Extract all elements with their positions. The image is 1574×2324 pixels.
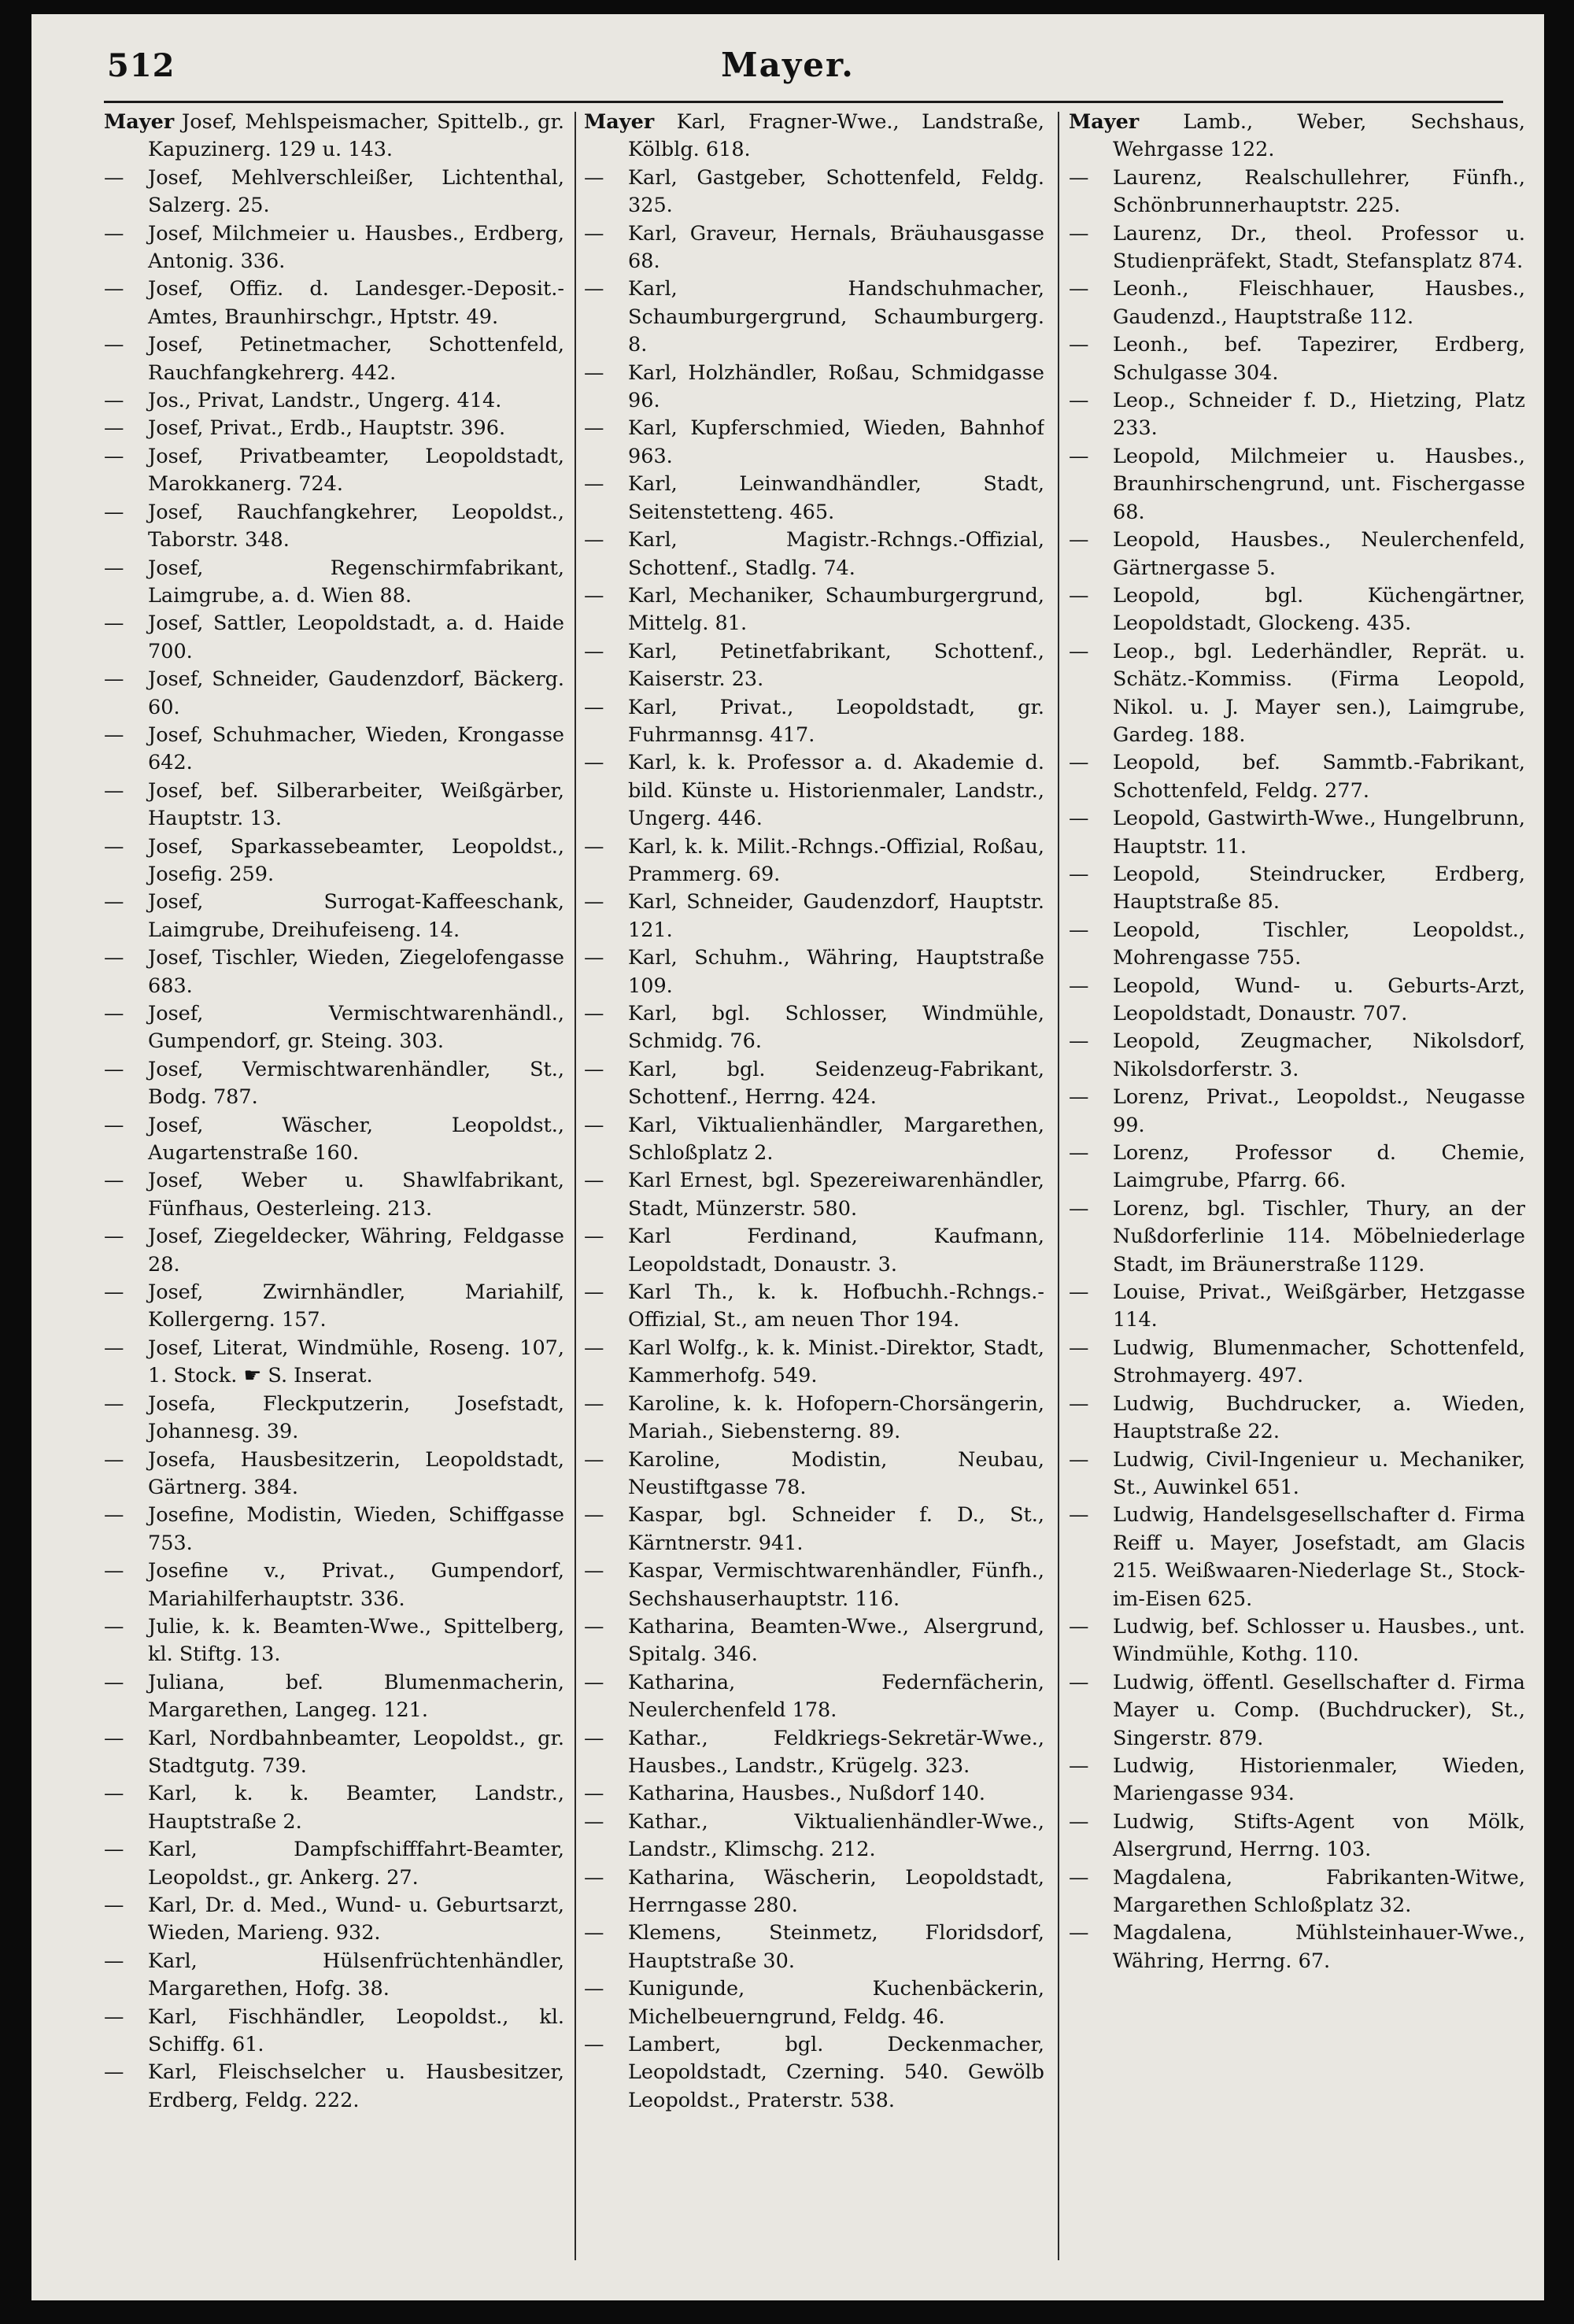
directory-entry: — Ludwig, Handelsgesellschafter d. Firma Reiff u. Mayer, Josefstadt, am Glacis 215. Weißwaaren-Niederlage St., Stock-im-Eisen 625.	[1069, 1503, 1525, 1611]
entry-text: Karl, Petinetfabrikant, Schottenf., Kaiserstr. 23.	[628, 639, 1044, 692]
entry-text: Karl Wolfg., k. k. Minist.-Direktor, Stadt, Kammerhofg. 549.	[628, 1336, 1044, 1388]
entry-text: Karl, Fischhändler, Leopoldst., kl. Schiffg. 61.	[148, 2004, 564, 2057]
directory-entry: — Karl, Kupferschmied, Wieden, Bahnhof 963.	[584, 416, 1044, 468]
directory-entry: — Josefa, Hausbesitzerin, Leopoldstadt, Gärtnerg. 384.	[104, 1447, 564, 1499]
directory-entry: — Ludwig, Buchdrucker, a. Wieden, Hauptstraße 22.	[1069, 1391, 1525, 1444]
entry-text: Lamb., Weber, Sechshaus, Wehrgasse 122.	[1113, 110, 1525, 162]
directory-entry: — Katharina, Federnfächerin, Neulerchenfeld 178.	[584, 1670, 1044, 1723]
directory-entry: — Karl Ernest, bgl. Spezereiwarenhändler, Stadt, Münzerstr. 580.	[584, 1169, 1044, 1221]
entry-text: Josef, Wäscher, Leopoldst., Augartenstraße 160.	[148, 1113, 564, 1166]
directory-entry: — Lorenz, bgl. Tischler, Thury, an der Nußdorferlinie 114. Möbelniederlage Stadt, im Bräunerstraße 1129.	[1069, 1196, 1525, 1277]
directory-entry: — Ludwig, Blumenmacher, Schottenfeld, Strohmayerg. 497.	[1069, 1336, 1525, 1388]
entry-text: Josefine, Modistin, Wieden, Schiffgasse 753.	[148, 1503, 564, 1555]
entry-text: Juliana, bef. Blumenmacherin, Margarethen, Langeg. 121.	[148, 1670, 564, 1723]
entry-text: Josef, Surrogat-Kaffeeschank, Laimgrube, Dreihufeiseng. 14.	[148, 890, 564, 942]
entry-text: Ludwig, bef. Schlosser u. Hausbes., unt. Windmühle, Kothg. 110.	[1113, 1614, 1525, 1667]
entry-text: Josef, Sparkassebeamter, Leopoldst., Josefig. 259.	[148, 834, 564, 886]
directory-entry: — Leopold, Gastwirth-Wwe., Hungelbrunn, Hauptstr. 11.	[1069, 807, 1525, 859]
directory-entry: — Karl, Magistr.-Rchngs.-Offizial, Schottenf., Stadlg. 74.	[584, 528, 1044, 580]
entry-text: Josef, Privat., Erdb., Hauptstr. 396.	[148, 416, 506, 441]
directory-entry: — Josef, Sparkassebeamter, Leopoldst., Josefig. 259.	[104, 834, 564, 886]
directory-entry: — Ludwig, Stifts-Agent von Mölk, Alsergrund, Herrng. 103.	[1069, 1809, 1525, 1862]
directory-entry: — Karl Wolfg., k. k. Minist.-Direktor, Stadt, Kammerhofg. 549.	[584, 1336, 1044, 1388]
directory-entry: — Kaspar, bgl. Schneider f. D., St., Kärntnerstr. 941.	[584, 1503, 1044, 1555]
directory-entry: — Josef, Offiz. d. Landesger.-Deposit.-Amtes, Braunhirschgr., Hptstr. 49.	[104, 277, 564, 329]
running-head: Mayer.	[721, 46, 855, 84]
entry-text: Lorenz, bgl. Tischler, Thury, an der Nußdorferlinie 114. Möbelniederlage Stadt, im Bräunerstraße 1129.	[1113, 1196, 1525, 1277]
directory-entry: — Josef, Weber u. Shawlfabrikant, Fünfhaus, Oesterleing. 213.	[104, 1169, 564, 1221]
entry-text: Ludwig, öffentl. Gesellschafter d. Firma Mayer u. Comp. (Buchdrucker), St., Singerstr. 879.	[1113, 1670, 1525, 1750]
entry-text: Karl, Graveur, Hernals, Bräuhausgasse 68.	[628, 221, 1044, 274]
entry-text: Leopold, Gastwirth-Wwe., Hungelbrunn, Hauptstr. 11.	[1113, 807, 1525, 859]
directory-entry: — Kunigunde, Kuchenbäckerin, Michelbeuerngrund, Feldg. 46.	[584, 1977, 1044, 2029]
entry-text: Leop., bgl. Lederhändler, Reprät. u. Schätz.-Kommiss. (Firma Leopold, Nikol. u. J. Mayer sen.), Laimgrube, Gardeg. 188.	[1113, 639, 1525, 747]
directory-entry: — Josefa, Fleckputzerin, Josefstadt, Johannesg. 39.	[104, 1391, 564, 1444]
directory-entry: — Karl, bgl. Schlosser, Windmühle, Schmidg. 76.	[584, 1002, 1044, 1054]
entry-text: Karl, Schneider, Gaudenzdorf, Hauptstr. 121.	[628, 890, 1044, 942]
entry-text: Louise, Privat., Weißgärber, Hetzgasse 114.	[1113, 1280, 1525, 1332]
directory-entry: — Josefine v., Privat., Gumpendorf, Mariahilferhauptstr. 336.	[104, 1559, 564, 1611]
entry-text: Leopold, Tischler, Leopoldst., Mohrengasse 755.	[1113, 918, 1525, 970]
entry-text: Josefine v., Privat., Gumpendorf, Mariahilferhauptstr. 336.	[148, 1559, 564, 1611]
directory-entry: — Josef, Literat, Windmühle, Roseng. 107, 1. Stock. ☛ S. Inserat.	[104, 1336, 564, 1388]
directory-entry: — Josef, Vermischtwarenhändler, St., Bodg. 787.	[104, 1057, 564, 1110]
directory-entry: — Karl, Viktualienhändler, Margarethen, Schloßplatz 2.	[584, 1113, 1044, 1166]
entry-text: Katharina, Beamten-Wwe., Alsergrund, Spitalg. 346.	[628, 1614, 1044, 1667]
directory-entry: — Ludwig, öffentl. Gesellschafter d. Firma Mayer u. Comp. (Buchdrucker), St., Singerstr. 879.	[1069, 1670, 1525, 1750]
entry-text: Julie, k. k. Beamten-Wwe., Spittelberg, kl. Stiftg. 13.	[148, 1614, 564, 1667]
directory-entry: — Kaspar, Vermischtwarenhändler, Fünfh., Sechshauserhauptstr. 116.	[584, 1559, 1044, 1611]
directory-entry: — Josef, Milchmeier u. Hausbes., Erdberg, Antonig. 336.	[104, 221, 564, 274]
directory-entry: — Leop., Schneider f. D., Hietzing, Platz 233.	[1069, 389, 1525, 441]
entry-text: Magdalena, Mühlsteinhauer-Wwe., Währing, Herrng. 67.	[1113, 1921, 1525, 1973]
directory-entry: — Josef, Regenschirmfabrikant, Laimgrube, a. d. Wien 88.	[104, 556, 564, 608]
entry-text: Karl, Hülsenfrüchtenhändler, Margarethen, Hofg. 38.	[148, 1949, 564, 2001]
column-3	[1069, 109, 1525, 2265]
entry-text: Karl, Gastgeber, Schottenfeld, Feldg. 325.	[628, 165, 1044, 218]
directory-entry: — Karoline, k. k. Hofopern-Chorsängerin, Mariah., Siebensterng. 89.	[584, 1391, 1044, 1444]
entry-text: Josef, Sattler, Leopoldstadt, a. d. Haide 700.	[148, 611, 564, 663]
column-head-word: Mayer	[1069, 110, 1140, 134]
directory-entry: — Leopold, Zeugmacher, Nikolsdorf, Nikolsdorferstr. 3.	[1069, 1029, 1525, 1081]
directory-entry: — Karl, Dampfschifffahrt-Beamter, Leopoldst., gr. Ankerg. 27.	[104, 1838, 564, 1890]
entry-text: Karl Th., k. k. Hofbuchh.-Rchngs.-Offizial, St., am neuen Thor 194.	[628, 1280, 1044, 1332]
entry-text: Josef, Mehlspeismacher, Spittelb., gr. Kapuzinerg. 129 u. 143.	[148, 110, 564, 162]
directory-entry: — Karl, bgl. Seidenzeug-Fabrikant, Schottenf., Herrng. 424.	[584, 1057, 1044, 1110]
directory-entry: — Leonh., bef. Tapezirer, Erdberg, Schulgasse 304.	[1069, 333, 1525, 385]
directory-entry: — Josef, Vermischtwarenhändl., Gumpendorf, gr. Steing. 303.	[104, 1002, 564, 1054]
entry-text: Josef, Rauchfangkehrer, Leopoldst., Taborstr. 348.	[148, 500, 564, 552]
directory-entry: — Karl, Dr. d. Med., Wund- u. Geburtsarzt, Wieden, Marieng. 932.	[104, 1894, 564, 1945]
directory-entry: — Karl, Petinetfabrikant, Schottenf., Kaiserstr. 23.	[584, 639, 1044, 692]
entry-text: Karl Ernest, bgl. Spezereiwarenhändler, Stadt, Münzerstr. 580.	[628, 1169, 1044, 1221]
column-divider	[1058, 112, 1059, 2260]
entry-text: Josef, Tischler, Wieden, Ziegelofengasse 683.	[148, 946, 564, 998]
entry-text: Karl, Magistr.-Rchngs.-Offizial, Schottenf., Stadlg. 74.	[628, 528, 1044, 580]
entry-text: Karl, k. k. Beamter, Landstr., Hauptstraße 2.	[148, 1782, 564, 1834]
directory-entry: — Karl, Fleischselcher u. Hausbesitzer, Erdberg, Feldg. 222.	[104, 2060, 564, 2112]
entry-text: Ludwig, Civil-Ingenieur u. Mechaniker, St., Auwinkel 651.	[1113, 1447, 1525, 1499]
directory-entry: — Karl, k. k. Beamter, Landstr., Hauptstraße 2.	[104, 1782, 564, 1834]
entry-text: Leopold, bef. Sammtb.-Fabrikant, Schottenfeld, Feldg. 277.	[1113, 751, 1525, 803]
directory-entry: — Karl, Hülsenfrüchtenhändler, Margarethen, Hofg. 38.	[104, 1949, 564, 2001]
entry-text: Ludwig, Buchdrucker, a. Wieden, Hauptstraße 22.	[1113, 1391, 1525, 1444]
directory-entry	[584, 109, 1044, 164]
entry-text: Karl, Kupferschmied, Wieden, Bahnhof 963.	[628, 416, 1044, 468]
directory-entry: — Leopold, Tischler, Leopoldst., Mohrengasse 755.	[1069, 918, 1525, 970]
entry-text: Karl, Nordbahnbeamter, Leopoldst., gr. Stadtgutg. 739.	[148, 1726, 564, 1778]
entry-text: Karl, Fragner-Wwe., Landstraße, Kölblg. 618.	[628, 110, 1044, 162]
entry-text: Katharina, Wäscherin, Leopoldstadt, Herrngasse 280.	[628, 1865, 1044, 1917]
entry-text: Karl, bgl. Seidenzeug-Fabrikant, Schottenf., Herrng. 424.	[628, 1057, 1044, 1110]
entry-text: Karl, Schuhm., Währing, Hauptstraße 109.	[628, 946, 1044, 998]
entry-text: Leonh., Fleischhauer, Hausbes., Gaudenzd., Hauptstraße 112.	[1113, 277, 1525, 329]
entry-text: Karl, k. k. Milit.-Rchngs.-Offizial, Roßau, Prammerg. 69.	[628, 834, 1044, 886]
directory-entry: — Karl Ferdinand, Kaufmann, Leopoldstadt, Donaustr. 3.	[584, 1225, 1044, 1277]
directory-entry: — Juliana, bef. Blumenmacherin, Margarethen, Langeg. 121.	[104, 1670, 564, 1723]
directory-entry: — Ludwig, Civil-Ingenieur u. Mechaniker, St., Auwinkel 651.	[1069, 1447, 1525, 1499]
entry-text: Leopold, Milchmeier u. Hausbes., Braunhirschengrund, unt. Fischergasse 68.	[1113, 444, 1525, 524]
entry-text: Josef, Regenschirmfabrikant, Laimgrube, a. d. Wien 88.	[148, 556, 564, 608]
directory-entry: — Karl, Fischhändler, Leopoldst., kl. Schiffg. 61.	[104, 2004, 564, 2057]
directory-entry: — Josef, Mehlverschleißer, Lichtenthal, Salzerg. 25.	[104, 165, 564, 218]
entry-text: Laurenz, Dr., theol. Professor u. Studienpräfekt, Stadt, Stefansplatz 874.	[1113, 221, 1525, 274]
entry-text: Karl, k. k. Professor a. d. Akademie d. bild. Künste u. Historienmaler, Landstr., Ungerg. 446.	[628, 751, 1044, 831]
entry-text: Karl Ferdinand, Kaufmann, Leopoldstadt, Donaustr. 3.	[628, 1225, 1044, 1277]
directory-entry: — Josef, Privat., Erdb., Hauptstr. 396.	[104, 416, 506, 441]
directory-entry: — Leop., bgl. Lederhändler, Reprät. u. Schätz.-Kommiss. (Firma Leopold, Nikol. u. J. Mayer sen.), Laimgrube, Gardeg. 188.	[1069, 639, 1525, 747]
directory-entry: — Josef, Zwirnhändler, Mariahilf, Kollergerng. 157.	[104, 1280, 564, 1332]
entry-text: Ludwig, Historienmaler, Wieden, Mariengasse 934.	[1113, 1753, 1525, 1806]
entry-text: Leopold, Zeugmacher, Nikolsdorf, Nikolsdorferstr. 3.	[1113, 1029, 1525, 1081]
directory-entry: — Karl, k. k. Milit.-Rchngs.-Offizial, Roßau, Prammerg. 69.	[584, 834, 1044, 886]
directory-entry: — Josef, Rauchfangkehrer, Leopoldst., Taborstr. 348.	[104, 500, 564, 552]
entry-text: Josef, Weber u. Shawlfabrikant, Fünfhaus, Oesterleing. 213.	[148, 1169, 564, 1221]
entry-text: Karl, Mechaniker, Schaumburgergrund, Mittelg. 81.	[628, 583, 1044, 636]
page-header	[31, 14, 1544, 101]
directory-entry: — Katharina, Beamten-Wwe., Alsergrund, Spitalg. 346.	[584, 1614, 1044, 1667]
entry-text: Josef, Zwirnhändler, Mariahilf, Kollergerng. 157.	[148, 1280, 564, 1332]
directory-entry: — Josef, Sattler, Leopoldstadt, a. d. Haide 700.	[104, 611, 564, 663]
directory-entry: — Katharina, Wäscherin, Leopoldstadt, Herrngasse 280.	[584, 1865, 1044, 1917]
entry-text: Josef, Ziegeldecker, Währing, Feldgasse 28.	[148, 1225, 564, 1277]
entry-text: Ludwig, Handelsgesellschafter d. Firma Reiff u. Mayer, Josefstadt, am Glacis 215. Weißwaaren-Niederlage St., Stock-im-Eisen 625.	[1113, 1503, 1525, 1611]
entry-text: Karl, Holzhändler, Roßau, Schmidgasse 96.	[628, 360, 1044, 413]
entry-text: Karl, Viktualienhändler, Margarethen, Schloßplatz 2.	[628, 1113, 1044, 1166]
page-number: 512	[107, 47, 176, 84]
entry-text: Karl, Leinwandhändler, Stadt, Seitenstetteng. 465.	[628, 472, 1044, 524]
directory-entry: — Karl, Privat., Leopoldstadt, gr. Fuhrmannsg. 417.	[584, 695, 1044, 747]
directory-entry: — Ludwig, Historienmaler, Wieden, Mariengasse 934.	[1069, 1753, 1525, 1806]
entry-text: Klemens, Steinmetz, Floridsdorf, Hauptstraße 30.	[628, 1921, 1044, 1973]
directory-entry	[104, 109, 564, 164]
directory-entry: — Laurenz, Dr., theol. Professor u. Studienpräfekt, Stadt, Stefansplatz 874.	[1069, 221, 1525, 274]
directory-entry: — Karl, Graveur, Hernals, Bräuhausgasse 68.	[584, 221, 1044, 274]
entry-text: Leopold, Wund- u. Geburts-Arzt, Leopoldstadt, Donaustr. 707.	[1113, 974, 1525, 1025]
directory-entry: — Karl, Schneider, Gaudenzdorf, Hauptstr. 121.	[584, 890, 1044, 942]
entry-text: Josef, Milchmeier u. Hausbes., Erdberg, Antonig. 336.	[148, 221, 564, 274]
entry-text: Kathar., Feldkriegs-Sekretär-Wwe., Hausbes., Landstr., Krügelg. 323.	[628, 1726, 1044, 1778]
directory-entry: — Lambert, bgl. Deckenmacher, Leopoldstadt, Czerning. 540. Gewölb Leopoldst., Praterstr. 538.	[584, 2033, 1044, 2112]
directory-entry: — Leopold, bgl. Küchengärtner, Leopoldstadt, Glockeng. 435.	[1069, 583, 1525, 636]
entry-text: Magdalena, Fabrikanten-Witwe, Margarethen Schloßplatz 32.	[1113, 1865, 1525, 1917]
directory-entry: — Josef, Privatbeamter, Leopoldstadt, Marokkanerg. 724.	[104, 444, 564, 497]
directory-entry: — Josef, bef. Silberarbeiter, Weißgärber, Hauptstr. 13.	[104, 778, 564, 831]
directory-entry: — Kathar., Feldkriegs-Sekretär-Wwe., Hausbes., Landstr., Krügelg. 323.	[584, 1726, 1044, 1778]
entry-text: Lambert, bgl. Deckenmacher, Leopoldstadt, Czerning. 540. Gewölb Leopoldst., Praterstr. 538.	[628, 2033, 1044, 2112]
column-2	[584, 109, 1044, 2265]
directory-entry: — Magdalena, Mühlsteinhauer-Wwe., Währing, Herrng. 67.	[1069, 1921, 1525, 1973]
entry-text: Josef, Vermischtwarenhändl., Gumpendorf, gr. Steing. 303.	[148, 1002, 564, 1054]
column-divider	[575, 112, 576, 2260]
entry-text: Leonh., bef. Tapezirer, Erdberg, Schulgasse 304.	[1113, 333, 1525, 385]
directory-entry: — Karl, Gastgeber, Schottenfeld, Feldg. 325.	[584, 165, 1044, 218]
directory-entry: — Karl, Holzhändler, Roßau, Schmidgasse 96.	[584, 360, 1044, 413]
directory-entry: — Josef, Surrogat-Kaffeeschank, Laimgrube, Dreihufeiseng. 14.	[104, 890, 564, 942]
entry-text: Josef, Vermischtwarenhändler, St., Bodg. 787.	[148, 1057, 564, 1110]
entry-text: Josef, Offiz. d. Landesger.-Deposit.-Amtes, Braunhirschgr., Hptstr. 49.	[148, 277, 564, 329]
directory-entry: — Karl, Handschuhmacher, Schaumburgergrund, Schaumburgerg. 8.	[584, 277, 1044, 357]
entry-text: Leop., Schneider f. D., Hietzing, Platz 233.	[1113, 389, 1525, 441]
entry-text: Josef, bef. Silberarbeiter, Weißgärber, Hauptstr. 13.	[148, 778, 564, 831]
entry-text: Karoline, Modistin, Neubau, Neustiftgasse 78.	[628, 1447, 1044, 1499]
directory-entry	[1069, 109, 1525, 164]
directory-entry: — Leopold, Wund- u. Geburts-Arzt, Leopoldstadt, Donaustr. 707.	[1069, 974, 1525, 1025]
directory-entry: — Leopold, Milchmeier u. Hausbes., Braunhirschengrund, unt. Fischergasse 68.	[1069, 444, 1525, 524]
entry-text: Josefa, Hausbesitzerin, Leopoldstadt, Gärtnerg. 384.	[148, 1447, 564, 1499]
directory-entry: — Josef, Schuhmacher, Wieden, Krongasse 642.	[104, 722, 564, 775]
directory-entry: — Leopold, Steindrucker, Erdberg, Hauptstraße 85.	[1069, 862, 1525, 914]
directory-entry: — Katharina, Hausbes., Nußdorf 140.	[584, 1782, 986, 1806]
directory-entry: — Louise, Privat., Weißgärber, Hetzgasse 114.	[1069, 1280, 1525, 1332]
entry-text: Kathar., Viktualienhändler-Wwe., Landstr., Klimschg. 212.	[628, 1809, 1044, 1862]
directory-entry: — Karl, Leinwandhändler, Stadt, Seitenstetteng. 465.	[584, 472, 1044, 524]
directory-entry: — Josef, Petinetmacher, Schottenfeld, Rauchfangkehrerg. 442.	[104, 333, 564, 385]
entry-text: Ludwig, Stifts-Agent von Mölk, Alsergrund, Herrng. 103.	[1113, 1809, 1525, 1862]
directory-entry: — Josefine, Modistin, Wieden, Schiffgasse 753.	[104, 1503, 564, 1555]
directory-entry: — Lorenz, Privat., Leopoldst., Neugasse 99.	[1069, 1085, 1525, 1137]
entry-text: Leopold, bgl. Küchengärtner, Leopoldstadt, Glockeng. 435.	[1113, 583, 1525, 636]
directory-entry: — Leopold, Hausbes., Neulerchenfeld, Gärtnergasse 5.	[1069, 528, 1525, 580]
entry-text: Josef, Literat, Windmühle, Roseng. 107, 1. Stock. ☛ S. Inserat.	[148, 1336, 564, 1388]
entry-text: Josef, Schuhmacher, Wieden, Krongasse 642.	[148, 722, 564, 775]
column-1	[104, 109, 564, 2265]
entry-text: Ludwig, Blumenmacher, Schottenfeld, Strohmayerg. 497.	[1113, 1336, 1525, 1388]
directory-entry: — Karoline, Modistin, Neubau, Neustiftgasse 78.	[584, 1447, 1044, 1499]
entry-text: Karl, Privat., Leopoldstadt, gr. Fuhrmannsg. 417.	[628, 695, 1044, 747]
entry-text: Josef, Privatbeamter, Leopoldstadt, Marokkanerg. 724.	[148, 444, 564, 497]
entry-text: Lorenz, Privat., Leopoldst., Neugasse 99.	[1113, 1085, 1525, 1137]
entry-text: Josef, Petinetmacher, Schottenfeld, Rauchfangkehrerg. 442.	[148, 333, 564, 385]
entry-text: Josef, Mehlverschleißer, Lichtenthal, Salzerg. 25.	[148, 165, 564, 218]
directory-entry: — Lorenz, Professor d. Chemie, Laimgrube, Pfarrg. 66.	[1069, 1141, 1525, 1193]
entry-text: Kunigunde, Kuchenbäckerin, Michelbeuerngrund, Feldg. 46.	[628, 1977, 1044, 2029]
directory-entry: — Klemens, Steinmetz, Floridsdorf, Hauptstraße 30.	[584, 1921, 1044, 1973]
entry-text: Karl, bgl. Schlosser, Windmühle, Schmidg. 76.	[628, 1002, 1044, 1054]
directory-page	[31, 14, 1544, 2300]
entry-text: Laurenz, Realschullehrer, Fünfh., Schönbrunnerhauptstr. 225.	[1113, 165, 1525, 218]
directory-entry: — Karl, Nordbahnbeamter, Leopoldst., gr. Stadtgutg. 739.	[104, 1726, 564, 1778]
entry-text: Lorenz, Professor d. Chemie, Laimgrube, Pfarrg. 66.	[1113, 1141, 1525, 1193]
directory-entry: — Josef, Ziegeldecker, Währing, Feldgasse 28.	[104, 1225, 564, 1277]
entry-text: Kaspar, bgl. Schneider f. D., St., Kärntnerstr. 941.	[628, 1503, 1044, 1555]
entry-text: Katharina, Federnfächerin, Neulerchenfeld 178.	[628, 1670, 1044, 1723]
entry-text: Josef, Schneider, Gaudenzdorf, Bäckerg. 60.	[148, 667, 564, 719]
directory-entry: — Jos., Privat, Landstr., Ungerg. 414.	[104, 389, 502, 413]
entry-text: Katharina, Hausbes., Nußdorf 140.	[628, 1782, 986, 1806]
directory-entry: — Ludwig, bef. Schlosser u. Hausbes., unt. Windmühle, Kothg. 110.	[1069, 1614, 1525, 1667]
directory-entry: — Karl Th., k. k. Hofbuchh.-Rchngs.-Offizial, St., am neuen Thor 194.	[584, 1280, 1044, 1332]
entry-text: Karl, Dr. d. Med., Wund- u. Geburtsarzt, Wieden, Marieng. 932.	[148, 1894, 564, 1945]
directory-entry: — Josef, Tischler, Wieden, Ziegelofengasse 683.	[104, 946, 564, 998]
entry-text: Karl, Fleischselcher u. Hausbesitzer, Erdberg, Feldg. 222.	[148, 2060, 564, 2112]
directory-entry: — Josef, Wäscher, Leopoldst., Augartenstraße 160.	[104, 1113, 564, 1166]
entry-text: Leopold, Steindrucker, Erdberg, Hauptstraße 85.	[1113, 862, 1525, 914]
entry-text: Karl, Handschuhmacher, Schaumburgergrund, Schaumburgerg. 8.	[628, 277, 1044, 357]
entry-text: Josefa, Fleckputzerin, Josefstadt, Johannesg. 39.	[148, 1391, 564, 1444]
entry-text: Jos., Privat, Landstr., Ungerg. 414.	[148, 389, 502, 413]
directory-entry: — Magdalena, Fabrikanten-Witwe, Margarethen Schloßplatz 32.	[1069, 1865, 1525, 1917]
directory-entry: — Leonh., Fleischhauer, Hausbes., Gaudenzd., Hauptstraße 112.	[1069, 277, 1525, 329]
entry-text: Kaspar, Vermischtwarenhändler, Fünfh., Sechshauserhauptstr. 116.	[628, 1559, 1044, 1611]
directory-entry: — Kathar., Viktualienhändler-Wwe., Landstr., Klimschg. 212.	[584, 1809, 1044, 1862]
directory-entry: — Laurenz, Realschullehrer, Fünfh., Schönbrunnerhauptstr. 225.	[1069, 165, 1525, 218]
entry-text: Karl, Dampfschifffahrt-Beamter, Leopoldst., gr. Ankerg. 27.	[148, 1838, 564, 1890]
header-rule	[104, 101, 1503, 103]
directory-entry: — Leopold, bef. Sammtb.-Fabrikant, Schottenfeld, Feldg. 277.	[1069, 751, 1525, 803]
column-head-word: Mayer	[104, 110, 175, 134]
entry-text: Karoline, k. k. Hofopern-Chorsängerin, Mariah., Siebensterng. 89.	[628, 1391, 1044, 1444]
directory-entry: — Karl, k. k. Professor a. d. Akademie d. bild. Künste u. Historienmaler, Landstr., Ungerg. 446.	[584, 751, 1044, 831]
directory-entry: — Karl, Schuhm., Währing, Hauptstraße 109.	[584, 946, 1044, 998]
directory-entry: — Julie, k. k. Beamten-Wwe., Spittelberg, kl. Stiftg. 13.	[104, 1614, 564, 1667]
entry-text: Leopold, Hausbes., Neulerchenfeld, Gärtnergasse 5.	[1113, 528, 1525, 580]
directory-entry: — Josef, Schneider, Gaudenzdorf, Bäckerg. 60.	[104, 667, 564, 719]
column-head-word: Mayer	[584, 110, 655, 134]
directory-entry: — Karl, Mechaniker, Schaumburgergrund, Mittelg. 81.	[584, 583, 1044, 636]
